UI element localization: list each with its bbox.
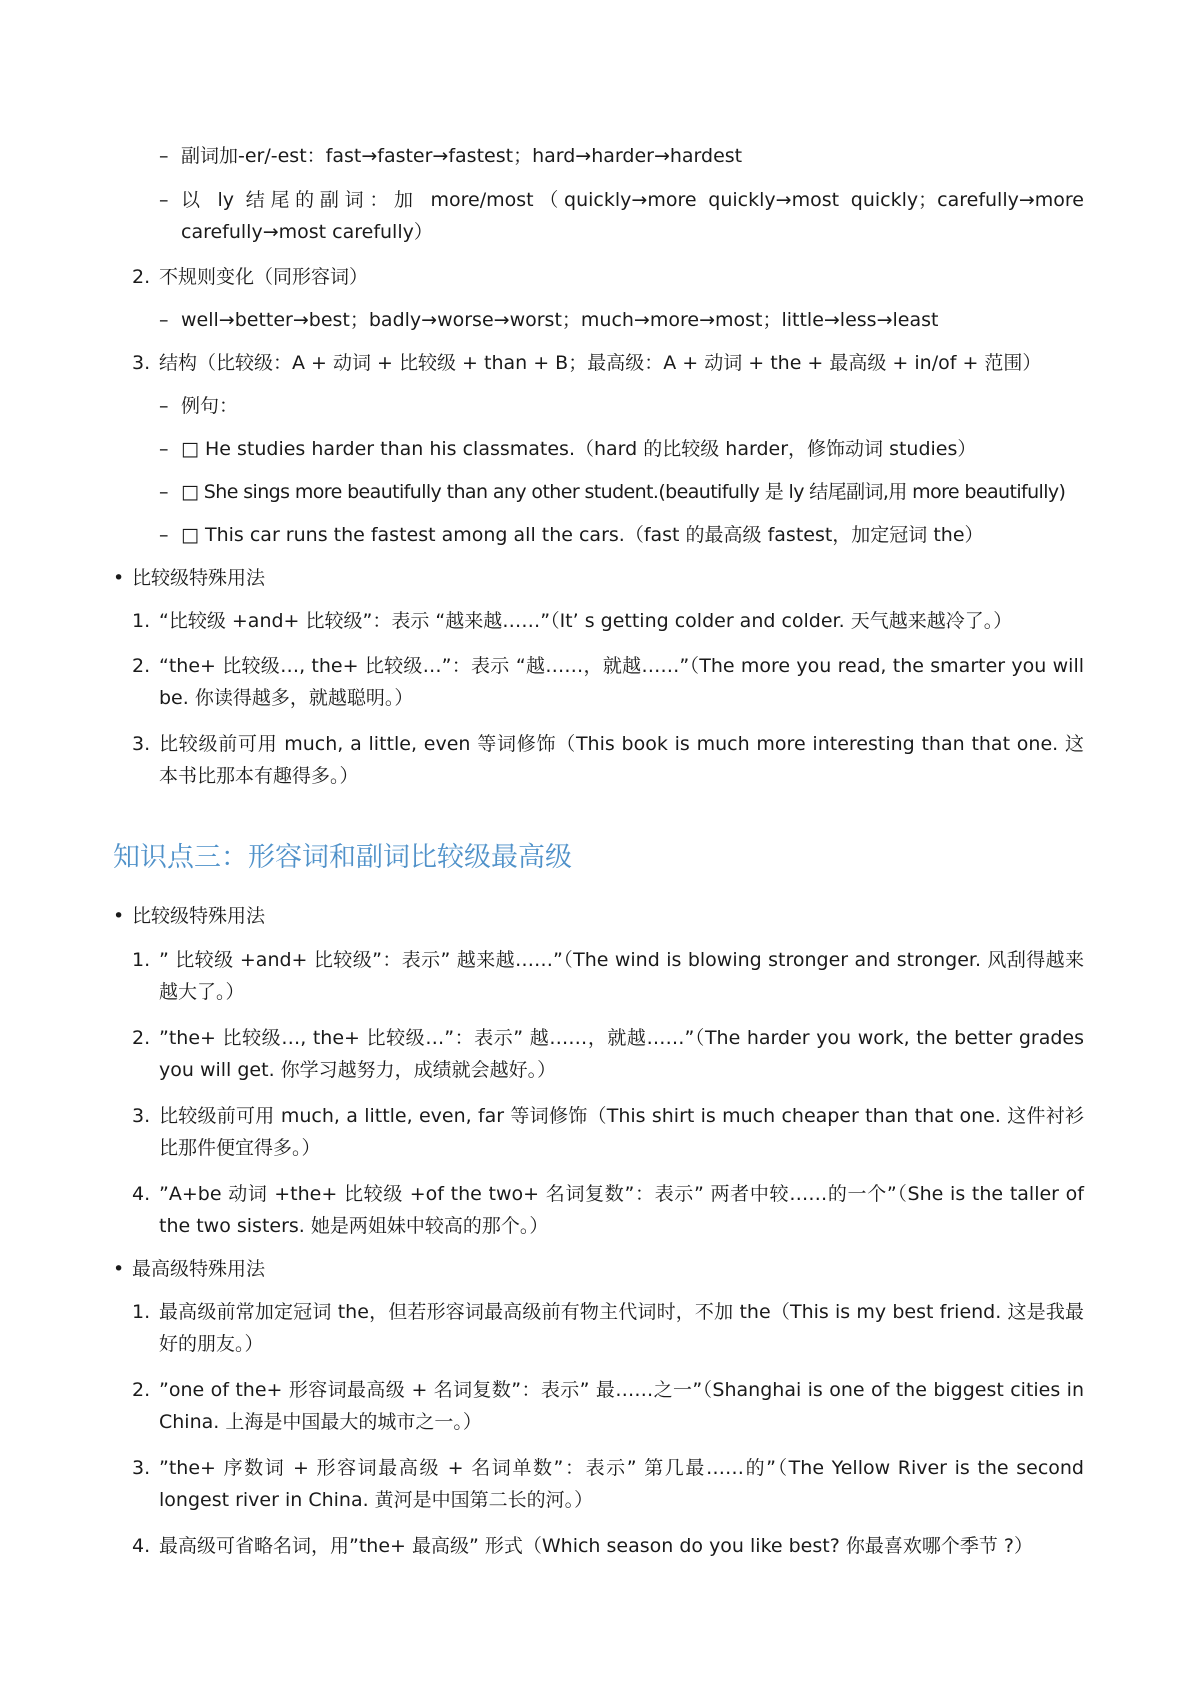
list-item-text: 以 ly 结尾的副词：加 more/most（quickly→more quickly→most quickly；carefully→more carefully→most carefully） xyxy=(181,189,1084,243)
item-text: “比较级 +and+ 比较级”：表示 “越来越……”（It’ s getting colder and colder. 天气越来越冷了。） xyxy=(159,610,1013,632)
list-item-text: □ He studies harder than his classmates.（hard 的比较级 harder，修饰动词 studies） xyxy=(181,438,977,460)
bullet-marker: • xyxy=(113,567,125,589)
list-item-text: □ This car runs the fastest among all the cars.（fast 的最高级 fastest，加定冠词 the） xyxy=(181,524,984,546)
list-item-text: well→better→best；badly→worse→worst；much→more→most；little→less→least xyxy=(181,309,939,331)
dash-marker: – xyxy=(159,438,169,460)
item-title: 结构（比较级：A + 动词 + 比较级 + than + B；最高级：A + 动词 + the + 最高级 + in/of + 范围） xyxy=(159,352,1042,374)
dash-marker: – xyxy=(159,481,168,503)
item-text: 最高级可省略名词，用”the+ 最高级” 形式（Which season do you like best? 你最喜欢哪个季节 ?） xyxy=(159,1535,1033,1557)
item-text: 比较级前可用 much, a little, even 等词修饰（This book is much more interesting than that one. 这本书比那本有趣得多。） xyxy=(159,733,1084,787)
numbered-item-irregular xyxy=(132,261,1084,293)
item-number: 1. xyxy=(132,1301,151,1323)
item-number: 4. xyxy=(132,1183,151,1205)
numbered-item xyxy=(132,1178,1084,1242)
list-item-example-3 xyxy=(159,519,1084,551)
item-text: ”one of the+ 形容词最高级 + 名词复数”：表示” 最……之一”（Shanghai is one of the biggest cities in China. 上海是中国最大的城市之一。） xyxy=(159,1379,1084,1433)
bullet-superlative-special xyxy=(113,1253,1084,1285)
item-text: ”the+ 比较级…, the+ 比较级…”：表示” 越……，就越……”（The harder you work, the better grades you will get. 你学习越努力，成绩就会越好。） xyxy=(159,1027,1084,1081)
item-number: 3. xyxy=(132,733,151,755)
numbered-item xyxy=(132,728,1084,792)
item-text: ”A+be 动词 +the+ 比较级 +of the two+ 名词复数”：表示” 两者中较……的一个”（She is the taller of the two sisters. 她是两姐妹中较高的那个。） xyxy=(159,1183,1084,1237)
item-number: 1. xyxy=(132,949,151,971)
item-number: 2. xyxy=(132,1379,151,1401)
list-item-adverb-ly xyxy=(159,184,1084,248)
item-text: “the+ 比较级…, the+ 比较级…”：表示 “越……，就越……”（The more you read, the smarter you will be. 你读得越多，就越聪明。） xyxy=(159,655,1084,709)
item-text: 比较级前可用 much, a little, even, far 等词修饰（This shirt is much cheaper than that one. 这件衬衫比那件便宜得多。） xyxy=(159,1105,1084,1159)
section-heading: 知识点三：形容词和副词比较级最高级 xyxy=(113,842,572,873)
numbered-item xyxy=(132,1452,1084,1516)
item-number: 2. xyxy=(132,655,151,677)
numbered-item xyxy=(132,1100,1084,1164)
numbered-item-structure xyxy=(132,347,1084,379)
bullet-title: 比较级特殊用法 xyxy=(132,567,266,589)
list-item-adverb-er-est xyxy=(159,140,1084,172)
numbered-item xyxy=(132,944,1084,1008)
bullet-title: 比较级特殊用法 xyxy=(132,905,266,927)
item-number: 3. xyxy=(132,1457,151,1479)
bullet-marker: • xyxy=(113,1258,125,1280)
list-item-example-2 xyxy=(159,476,1084,508)
item-number: 4. xyxy=(132,1535,151,1557)
bullet-marker: • xyxy=(113,905,125,927)
numbered-item xyxy=(132,1022,1084,1086)
list-item-text: □ She sings more beautifully than any other student.(beautifully 是 ly 结尾副词,用 more beautifully) xyxy=(181,481,1066,503)
list-item-example-1 xyxy=(159,433,1084,465)
dash-marker: – xyxy=(159,145,169,167)
item-number: 3. xyxy=(132,1105,151,1127)
item-text: 最高级前常加定冠词 the，但若形容词最高级前有物主代词时，不加 the（This is my best friend. 这是我最好的朋友。） xyxy=(159,1301,1084,1355)
numbered-item xyxy=(132,1374,1084,1438)
numbered-item xyxy=(132,1296,1084,1360)
numbered-item xyxy=(132,1530,1084,1562)
dash-marker: – xyxy=(159,524,169,546)
item-number: 3. xyxy=(132,352,151,374)
item-title: 不规则变化（同形容词） xyxy=(159,266,369,288)
item-number: 2. xyxy=(132,266,151,288)
numbered-item xyxy=(132,650,1084,714)
list-item-text: 例句： xyxy=(181,395,239,417)
list-item-text: 副词加-er/-est：fast→faster→fastest；hard→harder→hardest xyxy=(181,145,743,167)
dash-marker: – xyxy=(159,395,169,417)
item-text: ”the+ 序数词 + 形容词最高级 + 名词单数”：表示” 第几最……的”（The Yellow River is the second longest river in China. 黄河是中国第二长的河。） xyxy=(159,1457,1084,1511)
item-number: 1. xyxy=(132,610,151,632)
bullet-comparative-special-1 xyxy=(113,562,1084,594)
numbered-item xyxy=(132,605,1084,637)
list-item-irregular-forms xyxy=(159,304,1084,336)
item-number: 2. xyxy=(132,1027,151,1049)
dash-marker: – xyxy=(159,309,169,331)
dash-marker: – xyxy=(159,189,169,211)
bullet-title: 最高级特殊用法 xyxy=(132,1258,266,1280)
item-text: ” 比较级 +and+ 比较级”：表示” 越来越……”（The wind is blowing stronger and stronger. 风刮得越来越大了。） xyxy=(159,949,1084,1003)
list-item-examples-label xyxy=(159,390,1084,422)
bullet-comparative-special-2 xyxy=(113,900,1084,932)
